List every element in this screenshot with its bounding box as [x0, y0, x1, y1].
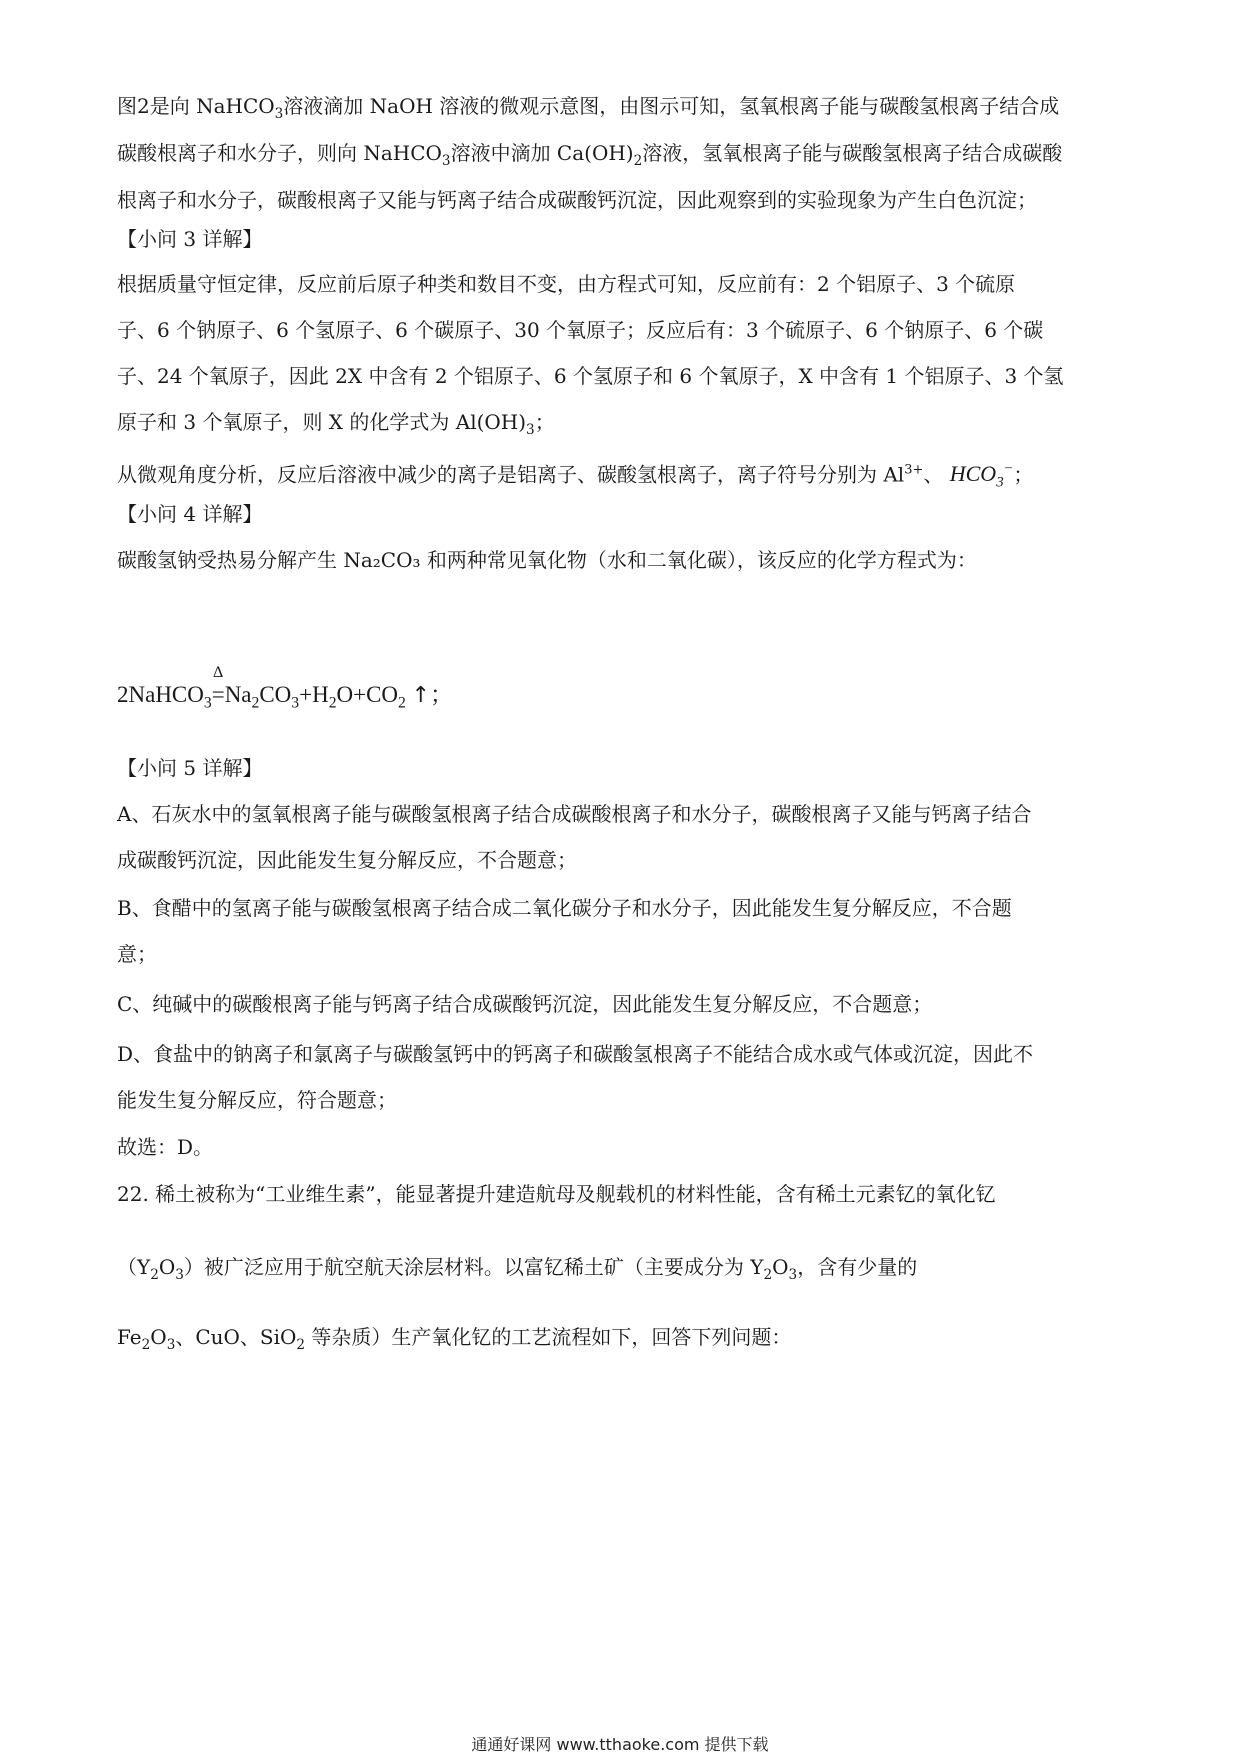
- option-d-line: 能发生复分解反应，符合题意；: [117, 1088, 397, 1112]
- paragraph-line: 碳酸氢钠受热易分解产生 Na₂CO₃ 和两种常见氧化物（水和二氧化碳），该反应的化学方程式为：: [117, 548, 977, 572]
- option-b-line: B、食醋中的氢离子能与碳酸氢根离子结合成二氧化碳分子和水分子，因此能发生复分解反应，不合题: [117, 896, 1012, 920]
- paragraph-line: 根据质量守恒定律，反应前后原子种类和数目不变，由方程式可知，反应前有：2 个铝原子、3 个硫原: [117, 272, 1016, 296]
- answer-line: 故选：D。: [117, 1135, 214, 1159]
- paragraph-line: 子、24 个氧原子，因此 2X 中含有 2 个铝原子、6 个氢原子和 6 个氧原子，X 中含有 1 个铝原子、3 个氢: [117, 364, 1064, 388]
- heat-condition: Δ =: [211, 664, 225, 707]
- option-a-line: A、石灰水中的氢氧根离子能与碳酸氢根离子结合成碳酸根离子和水分子，碳酸根离子又能与钙离子结合: [117, 802, 1032, 826]
- paragraph-line: 图2是向 NaHCO$_3$溶液滴加 NaOH 溶液的微观示意图，由图示可知，氢氧根离子能与碳酸氢根离子结合成: [117, 94, 1060, 122]
- paragraph-line: 从微观角度分析，反应后溶液中减少的离子是铝离子、碳酸氢根离子，离子符号分别为 $Al^{3+}$、 $HCO_3^-$；: [117, 461, 1034, 491]
- option-b-line: 意；: [117, 942, 157, 966]
- paragraph-line: 原子和 3 个氧原子，则 X 的化学式为 $Al(OH)_3$；: [117, 410, 555, 438]
- option-d-line: D、食盐中的钠离子和氯离子与碳酸氢钙中的钙离子和碳酸氢根离子不能结合成水或气体或沉淀，因此不: [117, 1042, 1034, 1066]
- paragraph-line: 根离子和水分子，碳酸根离子又能与钙离子结合成碳酸钙沉淀，因此观察到的实验现象为产生白色沉淀；: [117, 188, 1037, 212]
- chemical-equation: 2NaHCO$_3$ Δ $=Na_2CO_3+H_2O+CO_2$ ↑；: [117, 664, 454, 712]
- section-heading-q4: 【小问 4 详解】: [117, 502, 263, 526]
- option-a-line: 成碳酸钙沉淀，因此能发生复分解反应，不合题意；: [117, 848, 577, 872]
- page-footer: 通通好课网 www.tthaoke.com 提供下载: [471, 1735, 769, 1754]
- section-heading-q5: 【小问 5 详解】: [117, 756, 263, 780]
- option-c-line: C、纯碱中的碳酸根离子能与钙离子结合成碳酸钙沉淀，因此能发生复分解反应，不合题意；: [117, 992, 933, 1016]
- ion-formula: $HCO_3^-$: [949, 461, 1014, 491]
- question-22-line: $Fe_2O_3$、CuO、SiO$_2$ 等杂质）生产氧化钇的工艺流程如下，回答下列问题：: [117, 1325, 792, 1353]
- section-heading-q3: 【小问 3 详解】: [117, 227, 263, 251]
- paragraph-line: 子、6 个钠原子、6 个氢原子、6 个碳原子、30 个氧原子；反应后有：3 个硫原子、6 个钠原子、6 个碳: [117, 318, 1044, 342]
- paragraph-line: 碳酸根离子和水分子，则向 NaHCO$_3$溶液中滴加 $Ca(OH)_2$溶液，氢氧根离子能与碳酸氢根离子结合成碳酸: [117, 141, 1063, 169]
- question-22-line: 22. 稀土被称为“工业维生素”，能显著提升建造航母及舰载机的材料性能，含有稀土元素钇的氧化钇: [117, 1182, 996, 1206]
- gas-arrow-icon: ↑: [411, 683, 431, 708]
- question-22-line: $(Y_2O_3)$被广泛应用于航空航天涂层材料。以富钇稀土矿（主要成分为 $Y_2O_3$，含有少量的: [117, 1255, 918, 1283]
